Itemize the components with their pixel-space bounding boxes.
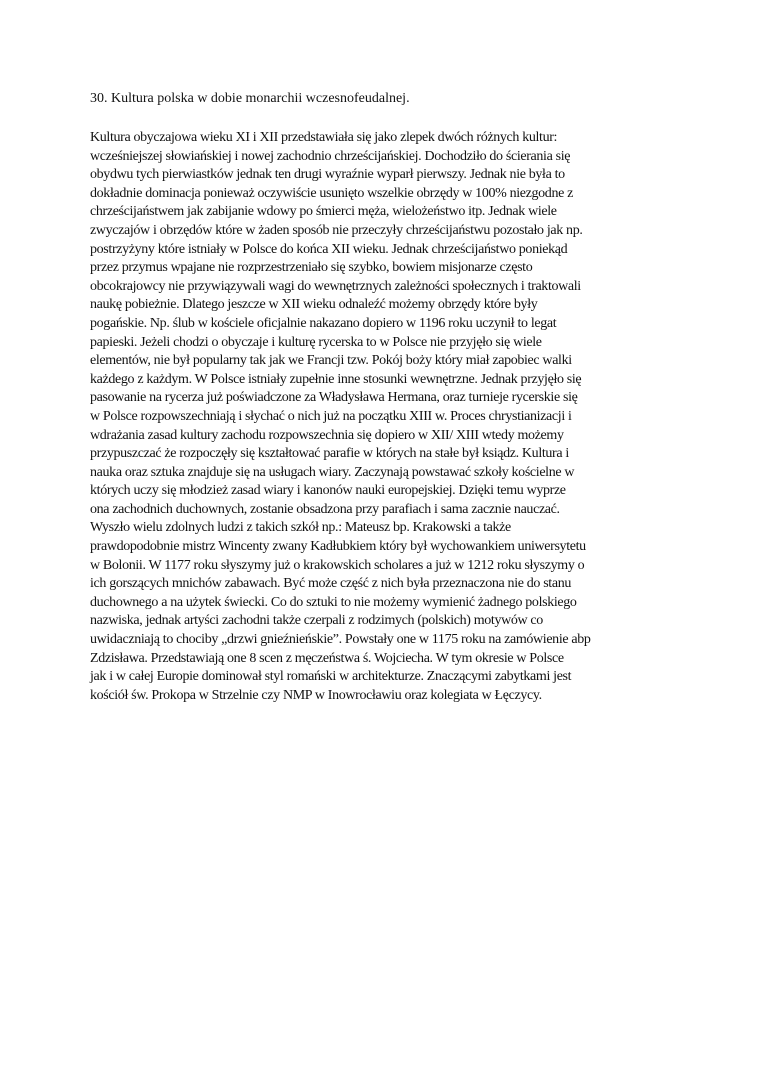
- body-text-line: kościół św. Prokopa w Strzelnie czy NMP w Inowrocławiu oraz kolegiata w Łęczycy.: [90, 687, 542, 703]
- body-text-line: wcześniejszej słowiańskiej i nowej zachodnio chrześcijańskiej. Dochodziło do ścierania się: [90, 148, 571, 164]
- body-text-line: dokładnie dominacja ponieważ oczywiście usunięto wszelkie obrzędy w 100% niezgodne z: [90, 185, 573, 201]
- body-text-line: Zdzisława. Przedstawiają one 8 scen z męczeństwa ś. Wojciecha. W tym okresie w Polsce: [90, 650, 564, 666]
- body-text-line: w Polsce rozpowszechniają i słychać o nich już na początku XIII w. Proces chrystianizacji i: [90, 408, 572, 424]
- body-text-line: chrześcijaństwem jak zabijanie wdowy po śmierci męża, wielożeństwo itp. Jednak wiele: [90, 204, 557, 220]
- body-text-line: nazwiska, jednak artyści zachodni także czerpali z rodzimych (polskich) motywów co: [90, 613, 543, 629]
- body-text-line: wdrażania zasad kultury zachodu rozpowszechnia się dopiero w XII/ XIII wtedy możemy: [90, 427, 564, 443]
- body-text-line: Kultura obyczajowa wieku XI i XII przedstawiała się jako zlepek dwóch różnych kultur:: [90, 130, 558, 145]
- body-text-line: obydwu tych pierwiastków jednak ten drugi wyraźnie wyparł pierwszy. Jednak nie była to: [90, 167, 565, 183]
- body-text-line: których uczy się młodzież zasad wiary i kanonów nauki europejskiej. Dzięki temu wyprze: [90, 483, 566, 499]
- body-text-line: ona zachodnich duchownych, zostanie obsadzona przy parafiach i sama zacznie nauczać.: [90, 501, 560, 517]
- body-text-line: elementów, nie był popularny tak jak we Francji tzw. Pokój boży który miał zapobiec walki: [90, 353, 572, 369]
- body-text-line: przypuszczać że rozpoczęły się kształtować parafie w których na stałe był ksiądz. Kultura i: [90, 446, 569, 462]
- document-body: [90, 129, 680, 705]
- body-text-line: prawdopodobnie mistrz Wincenty zwany Kadłubkiem który był wychowankiem uniwersytetu: [90, 539, 586, 555]
- body-text-line: ich gorszących mnichów zabawach. Być może część z nich była przeznaczona nie do stanu: [90, 576, 572, 592]
- body-text-line: nauka oraz sztuka znajduje się na usługach wiary. Zaczynają powstawać szkoły kościelne w: [90, 464, 575, 480]
- body-text-line: obcokrajowcy nie przywiązywali wagi do wewnętrznych zależności społecznych i traktowali: [90, 278, 581, 294]
- body-text-line: duchownego a na użytek świecki. Co do sztuki to nie możemy wymienić żadnego polskiego: [90, 594, 577, 610]
- body-text-line: każdego z każdym. W Polsce istniały zupełnie inne stosunki wewnętrzne. Jednak przyjęło się: [90, 371, 582, 387]
- document-content: [90, 89, 680, 705]
- body-text-line: przez przymus wpajane nie rozprzestrzeniało się szybko, bowiem misjonarze często: [90, 260, 533, 276]
- body-text-line: pasowanie na rycerza już poświadczone za Władysława Hermana, oraz turnieje rycerskie się: [90, 390, 578, 406]
- body-text-line: zwyczajów i obrzędów które w żaden sposób nie przeczyły chrześcijaństwu pozostało jak np.: [90, 222, 583, 238]
- body-text-line: jak i w całej Europie dominował styl romański w architekturze. Znaczącymi zabytkami jest: [90, 669, 572, 685]
- document-title: 30. Kultura polska w dobie monarchii wczesnofeudalnej.: [90, 91, 410, 106]
- body-text-line: Wyszło wielu zdolnych ludzi z takich szkół np.: Mateusz bp. Krakowski a także: [90, 520, 511, 536]
- body-text-line: naukę pobieżnie. Dlatego jeszcze w XII wieku odnaleźć możemy obrzędy które były: [90, 297, 538, 313]
- body-text-line: uwidaczniają to chociby „drzwi gnieźnieńskie”. Powstały one w 1175 roku na zamówienie abp: [90, 632, 591, 648]
- body-text-line: postrzyżyny które istniały w Polsce do końca XII wieku. Jednak chrześcijaństwo poniekąd: [90, 241, 568, 257]
- body-text-line: w Bolonii. W 1177 roku słyszymy już o krakowskich scholares a już w 1212 roku słyszymy o: [90, 557, 585, 573]
- body-text-line: pogańskie. Np. ślub w kościele oficjalnie nakazano dopiero w 1196 roku uczynił to legat: [90, 315, 557, 331]
- body-text-line: papieski. Jeżeli chodzi o obyczaje i kulturę rycerska to w Polsce nie przyjęło się wiele: [90, 334, 542, 350]
